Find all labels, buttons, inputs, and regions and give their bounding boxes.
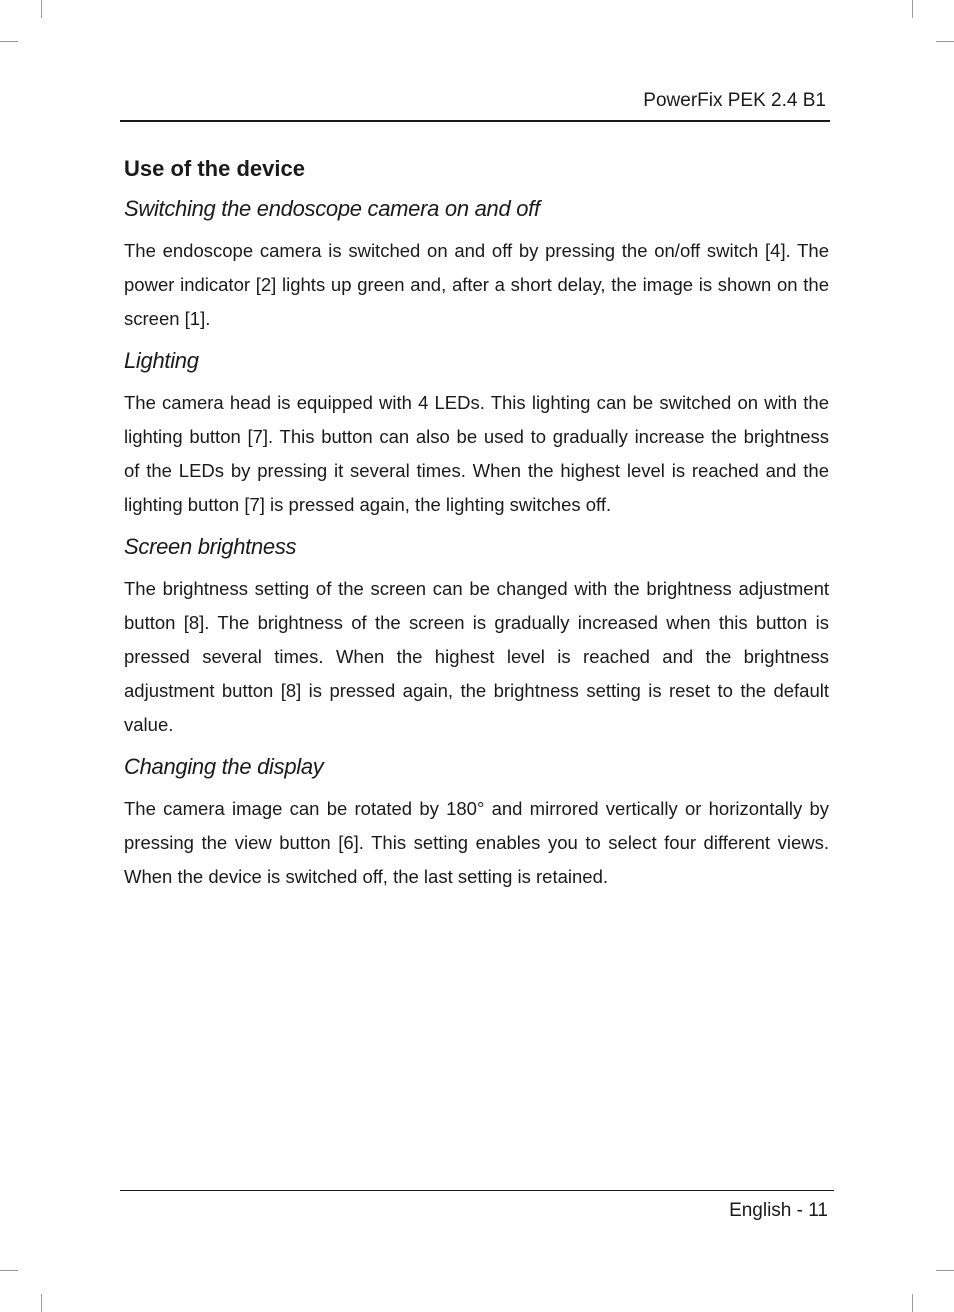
crop-mark	[912, 1294, 913, 1312]
footer-divider	[120, 1190, 834, 1191]
crop-mark	[936, 1270, 954, 1271]
crop-mark	[936, 41, 954, 42]
crop-mark	[0, 1270, 18, 1271]
crop-mark	[912, 0, 913, 18]
subheading-lighting: Lighting	[124, 348, 199, 373]
subheading-changing-display: Changing the display	[124, 754, 324, 779]
header-divider	[120, 120, 830, 122]
paragraph-switching: The endoscope camera is switched on and off by pressing the on/off switch [4]. The power indicator [2] lights up green and, after a short delay, the image is shown on the screen [1].	[124, 240, 829, 329]
crop-mark	[41, 0, 42, 18]
paragraph-lighting: The camera head is equipped with 4 LEDs. This lighting can be switched on with the lighting button [7]. This button can also be used to gradually increase the brightness of the LEDs by pressing it several times. When the highest level is reached and the lighting button [7] is pressed again, the lighting switches off.	[124, 392, 829, 515]
crop-mark	[41, 1294, 42, 1312]
page-header-title: PowerFix PEK 2.4 B1	[643, 90, 826, 111]
crop-mark	[0, 41, 18, 42]
paragraph-changing-display: The camera image can be rotated by 180° and mirrored vertically or horizontally by pressing the view button [6]. This setting enables you to select four different views. When the device is switched off, the last setting is retained.	[124, 798, 829, 887]
page-content	[124, 150, 829, 904]
paragraph-screen-brightness: The brightness setting of the screen can be changed with the brightness adjustment button [8]. The brightness of the screen is gradually increased when this button is pressed several times. When the highest level is reached and the brightness adjustment button [8] is pressed again, the brightness setting is reset to the default value.	[124, 578, 829, 735]
subheading-screen-brightness: Screen brightness	[124, 534, 297, 559]
subheading-switching: Switching the endoscope camera on and off	[124, 196, 540, 221]
section-title: Use of the device	[124, 156, 305, 181]
page-number: English - 11	[729, 1200, 828, 1221]
